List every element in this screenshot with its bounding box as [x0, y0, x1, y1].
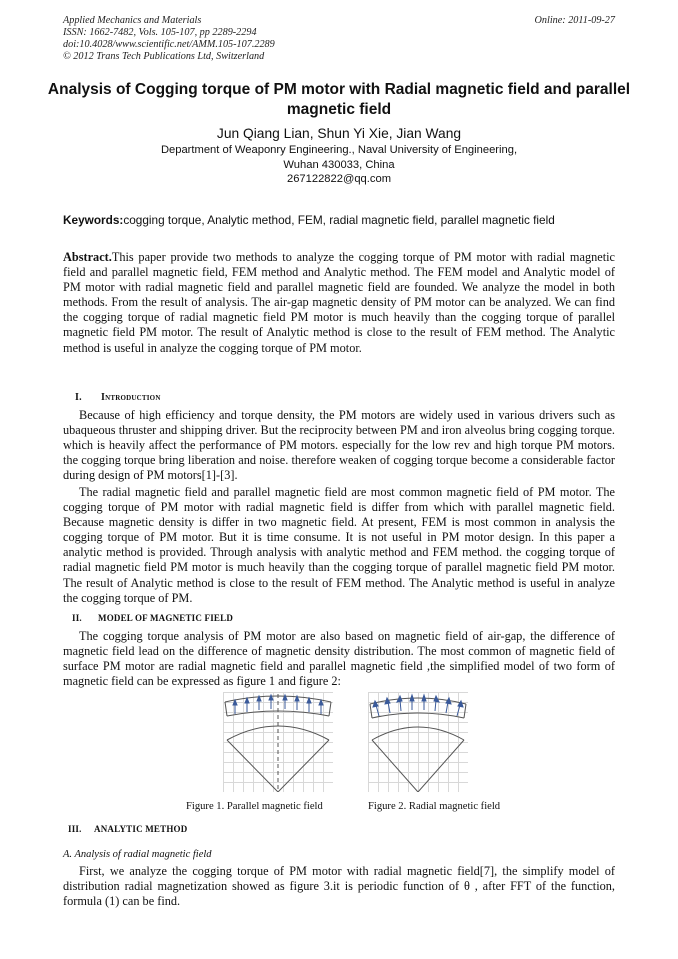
section-number: III.: [68, 824, 82, 834]
keywords: [63, 213, 623, 228]
abstract-text: This paper provide two methods to analyze the cogging torque of PM motor with radial magnetic field and parallel magnetic field, FEM method and Analytic method. The FEM model and Analytic model of PM motor with radial magnetic field and parallel magnetic field are founded. We analyze the model in both methods. From the result of analysis. The air-gap magnetic density of PM motor can be analyzed. We can find the cogging torque of radial magnetic field PM motor is much heavily than the cogging torque of parallel magnetic field PM motor. The result of Analytic method is close to the result of FEM method. The Analytic method is useful in analyze the cogging torque of PM motor.: [63, 250, 615, 355]
analytic-paragraph-1: First, we analyze the cogging torque of PM motor with radial magnetic field[7], the simplify model of distribution radial magnetization showed as figure 3.it is periodic function of θ , after FFT of the function, formula (1) can be find.: [63, 864, 615, 909]
abstract-label: Abstract.: [63, 250, 112, 264]
issn-line: ISSN: 1662-7482, Vols. 105-107, pp 2289-2294: [63, 27, 257, 38]
magnet-right-edge: [329, 702, 331, 716]
arrow-head-7: [307, 698, 311, 703]
sector-right-line: [418, 740, 464, 792]
arrow-head-2: [385, 698, 390, 704]
section-heading-model: [72, 613, 233, 623]
magnet-outer-arc: [370, 698, 466, 704]
magnet-left-edge: [370, 704, 372, 718]
abstract: [63, 250, 615, 356]
copyright-line: © 2012 Trans Tech Publications Ltd, Switzerland: [63, 51, 265, 62]
figure-2-caption: Figure 2. Radial magnetic field: [368, 801, 501, 812]
figure-2-radial-field: [368, 692, 468, 792]
model-paragraph-1: The cogging torque analysis of PM motor are also based on magnetic field of air-gap, the difference of magnetic field lead on the difference of magnetic density distribution. The most common of magnetic field of surface PM motor are radial magnetic field and parallel magnetic field ,the simplified model of two form of magnetic field can be expressed as figure 1 and figure 2:: [63, 629, 615, 689]
magnet-inner-arc: [372, 713, 464, 718]
section-title: Introduction: [101, 392, 161, 403]
arrow-head-1: [233, 700, 237, 705]
keywords-text: cogging torque, Analytic method, FEM, radial magnetic field, parallel magnetic field: [123, 213, 555, 227]
figure-1-parallel-field: [223, 692, 333, 792]
sector-right-line: [278, 740, 329, 792]
doi-line: doi:10.4028/www.scientific.net/AMM.105-107.2289: [63, 39, 275, 50]
section-heading-introduction: [75, 392, 161, 403]
sector-left-line: [227, 740, 278, 792]
arrow-head-8: [319, 700, 323, 705]
affiliation-line1: Department of Weaponry Engineering., Naval University of Engineering,: [160, 144, 518, 156]
section-number: I.: [75, 392, 82, 403]
figure-2-drawing: [368, 692, 468, 792]
rotor-arc: [372, 727, 464, 740]
arrow-head-5: [422, 695, 426, 701]
journal-name: Applied Mechanics and Materials: [63, 15, 202, 26]
paper-title: Analysis of Cogging torque of PM motor with Radial magnetic field and parallel magnetic field: [47, 81, 631, 118]
subsection-heading: A. Analysis of radial magnetic field: [63, 849, 212, 860]
sector-left-line: [372, 740, 418, 792]
arrow-head-2: [245, 698, 249, 703]
arrow-head-4: [410, 695, 414, 701]
section-heading-analytic: [68, 824, 187, 834]
keywords-label: Keywords:: [63, 213, 124, 227]
affiliation-line2: Wuhan 430033, China: [283, 159, 395, 171]
intro-paragraph-1: Because of high efficiency and torque density, the PM motors are widely used in various drivers such as ubaqueous thruster and shipping driver. But the reciprocity between PM and iron alveolus bring cogging torque. which is heavily affect the performance of PM motors. especially for the low rev and high torque PM motors. the cogging torque bring liberation and noise. therefore weaken of cogging torque become a considerable factor during design of PM motors[1]-[3].: [63, 408, 615, 483]
arrow-head-7: [446, 698, 451, 704]
intro-paragraph-2: The radial magnetic field and parallel magnetic field are most common magnetic field of PM motor. The cogging torque of PM motor with radial magnetic field is differ from which with parallel magnetic field. Because magnetic density is differ in two magnetic field. At present, FEM is most common in analysis the cogging torque of PM motor. But it is time consume. It is not useful in PM motor design. In this paper a analytic method is provided. Through analysis with analytic method and FEM method. the cogging torque of radial magnetic field PM motor is much heavily than the cogging torque of parallel magnetic field PM motor. The result of Analytic method is close to the result of FEM method. The Analytic method is useful in analyze the cogging torque of PM.: [63, 485, 615, 605]
magnet-left-edge: [225, 702, 227, 716]
section-title: ANALYTIC METHOD: [94, 824, 188, 834]
section-number: II.: [72, 613, 82, 623]
author-email: 267122822@qq.com: [286, 173, 392, 185]
figure-1-drawing: [223, 692, 333, 792]
section-title: MODEL OF MAGNETIC FIELD: [98, 613, 234, 623]
online-date: Online: 2011-09-27: [534, 15, 615, 26]
author-list: Jun Qiang Lian, Shun Yi Xie, Jian Wang: [216, 126, 462, 141]
figure-1-caption: Figure 1. Parallel magnetic field: [186, 801, 323, 812]
magnet-right-edge: [464, 704, 466, 718]
